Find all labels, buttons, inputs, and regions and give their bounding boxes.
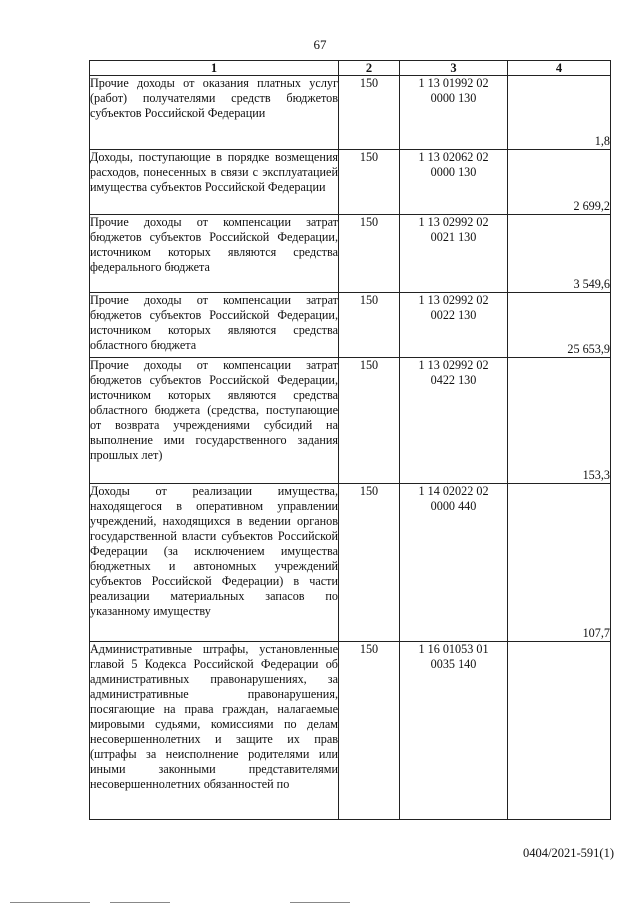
table-row bbox=[90, 293, 611, 358]
column-header-4: 4 bbox=[508, 61, 611, 76]
kbk-line-1: 1 13 02992 02 bbox=[418, 293, 489, 307]
revenue-description: Прочие доходы от компенсации затрат бюджетов субъектов Российской Федерации, источником которых являются средства областного бюджета bbox=[90, 293, 339, 358]
admin-code: 150 bbox=[339, 150, 400, 215]
budget-classification-code bbox=[400, 358, 508, 484]
amount: 3 549,6 bbox=[508, 215, 611, 293]
kbk-line-1: 1 13 02992 02 bbox=[418, 215, 489, 229]
kbk-line-2: 0422 130 bbox=[430, 373, 477, 387]
kbk-line-2: 0000 130 bbox=[430, 91, 477, 105]
table-row bbox=[90, 642, 611, 820]
budget-classification-code bbox=[400, 150, 508, 215]
table-row bbox=[90, 76, 611, 150]
footer-divider bbox=[110, 902, 170, 903]
kbk-line-1: 1 13 02992 02 bbox=[418, 358, 489, 372]
kbk-line-2: 0021 130 bbox=[430, 230, 477, 244]
amount: 2 699,2 bbox=[508, 150, 611, 215]
admin-code: 150 bbox=[339, 484, 400, 642]
kbk-line-1: 1 14 02022 02 bbox=[418, 484, 489, 498]
footer-divider bbox=[290, 902, 350, 903]
admin-code: 150 bbox=[339, 358, 400, 484]
kbk-line-1: 1 13 01992 02 bbox=[418, 76, 489, 90]
revenue-table bbox=[89, 60, 611, 820]
column-header-1: 1 bbox=[90, 61, 339, 76]
column-header-3: 3 bbox=[400, 61, 508, 76]
kbk-line-2: 0000 130 bbox=[430, 165, 477, 179]
budget-classification-code bbox=[400, 642, 508, 820]
kbk-line-2: 0000 440 bbox=[430, 499, 477, 513]
table-row bbox=[90, 215, 611, 293]
budget-classification-code bbox=[400, 484, 508, 642]
table-row bbox=[90, 484, 611, 642]
budget-classification-code bbox=[400, 215, 508, 293]
table-row bbox=[90, 358, 611, 484]
admin-code: 150 bbox=[339, 293, 400, 358]
page-number: 67 bbox=[313, 37, 327, 52]
admin-code: 150 bbox=[339, 215, 400, 293]
table-row bbox=[90, 150, 611, 215]
table-header-row bbox=[90, 61, 611, 76]
footer-divider bbox=[10, 902, 90, 903]
kbk-line-2: 0035 140 bbox=[430, 657, 477, 671]
revenue-description: Доходы, поступающие в порядке возмещения расходов, понесенных в связи с эксплуатацией имущества субъектов Российской Федерации bbox=[90, 150, 339, 215]
amount: 25 653,9 bbox=[508, 293, 611, 358]
column-header-2: 2 bbox=[339, 61, 400, 76]
revenue-description: Прочие доходы от оказания платных услуг (работ) получателями средств бюджетов субъектов Российской Федерации bbox=[90, 76, 339, 150]
kbk-line-2: 0022 130 bbox=[430, 308, 477, 322]
revenue-description: Административные штрафы, установленные главой 5 Кодекса Российской Федерации об административных правонарушениях, за административные правонарушения, посягающие на права граждан, налагаемые мировыми судьями, комиссиями по делам несовершеннолетних и защите их прав (штрафы за неисполнение родителями или иными законными представителями несовершеннолетних обязанностей по bbox=[90, 642, 339, 820]
kbk-line-1: 1 13 02062 02 bbox=[418, 150, 489, 164]
revenue-description: Прочие доходы от компенсации затрат бюджетов субъектов Российской Федерации, источником которых являются средства федерального бюджета bbox=[90, 215, 339, 293]
admin-code: 150 bbox=[339, 76, 400, 150]
document-number: 0404/2021-591(1) bbox=[523, 846, 614, 860]
amount: 107,7 bbox=[508, 484, 611, 642]
admin-code: 150 bbox=[339, 642, 400, 820]
kbk-line-1: 1 16 01053 01 bbox=[418, 642, 489, 656]
amount: 153,3 bbox=[508, 358, 611, 484]
budget-classification-code bbox=[400, 293, 508, 358]
revenue-description: Прочие доходы от компенсации затрат бюджетов субъектов Российской Федерации, источником которых являются средства областного бюджета (средства, поступающие от возврата учреждениями субсидий на выполнение ими государственного задания прошлых лет) bbox=[90, 358, 339, 484]
amount bbox=[508, 642, 611, 820]
amount: 1,8 bbox=[508, 76, 611, 150]
revenue-description: Доходы от реализации имущества, находящегося в оперативном управлении учреждений, находящихся в ведении органов государственной власти субъектов Российской Федерации (за исключением имущества бюджетных и автономных учреждений субъектов Российской Федерации) в части реализации материальных запасов по указанному имуществу bbox=[90, 484, 339, 642]
budget-classification-code bbox=[400, 76, 508, 150]
